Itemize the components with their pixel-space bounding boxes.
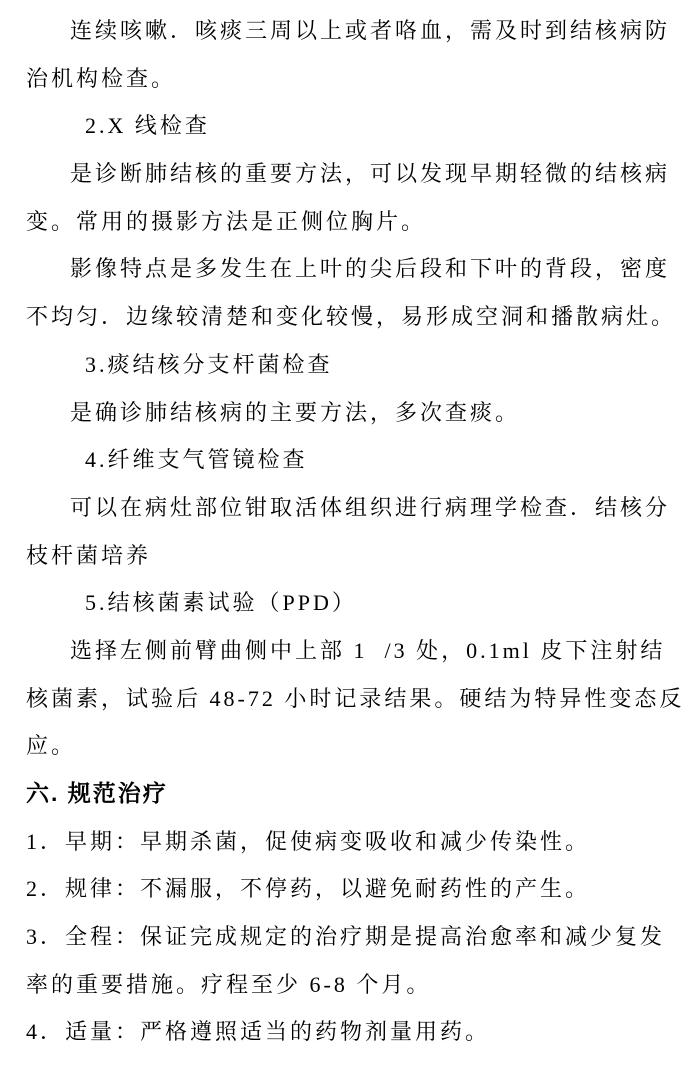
subheading-ppd-test: 5.结核菌素试验（PPD） <box>85 590 357 616</box>
paragraph-line: 变。常用的摄影方法是正侧位胸片。 <box>26 208 427 234</box>
list-item-early: 1．早期：早期杀菌，促使病变吸收和减少传染性。 <box>26 828 591 854</box>
paragraph-line: 选择左侧前臂曲侧中上部 1 /3 处，0.1ml 皮下注射结 <box>70 637 666 663</box>
subheading-bronchoscopy-exam: 4.纤维支气管镜检查 <box>85 447 308 473</box>
subheading-sputum-mycobacterium-exam: 3.痰结核分支杆菌检查 <box>85 351 333 377</box>
list-item-regular: 2．规律：不漏服，不停药，以避免耐药性的产生。 <box>26 876 591 902</box>
paragraph-line: 不均匀．边缘较清楚和变化较慢，易形成空洞和播散病灶。 <box>26 304 677 330</box>
list-item-proper-dose: 4．适量：严格遵照适当的药物剂量用药。 <box>26 1019 491 1045</box>
paragraph-line: 枝杆菌培养 <box>26 542 152 568</box>
paragraph-line: 影像特点是多发生在上叶的尖后段和下叶的背段，密度 <box>70 256 671 282</box>
paragraph-line: 核菌素，试验后 48-72 小时记录结果。硬结为特异性变态反 <box>26 685 685 711</box>
list-item-full-course: 3．全程：保证完成规定的治疗期是提高治愈率和减少复发 <box>26 924 666 950</box>
paragraph-line: 治机构检查。 <box>26 65 177 91</box>
paragraph-line: 连续咳嗽．咳痰三周以上或者咯血，需及时到结核病防 <box>70 18 671 43</box>
subheading-x-ray-exam: 2.X 线检查 <box>85 113 210 139</box>
section-heading-standard-treatment: 六. 规范治疗 <box>26 780 168 806</box>
paragraph-line: 可以在病灶部位钳取活体组织进行病理学检查．结核分 <box>70 494 671 520</box>
paragraph-line: 是诊断肺结核的重要方法，可以发现早期轻微的结核病 <box>70 161 671 187</box>
paragraph-line: 应。 <box>26 733 77 759</box>
paragraph-line: 率的重要措施。疗程至少 6-8 个月。 <box>26 971 432 997</box>
paragraph-line: 是确诊肺结核病的主要方法，多次查痰。 <box>70 399 521 425</box>
